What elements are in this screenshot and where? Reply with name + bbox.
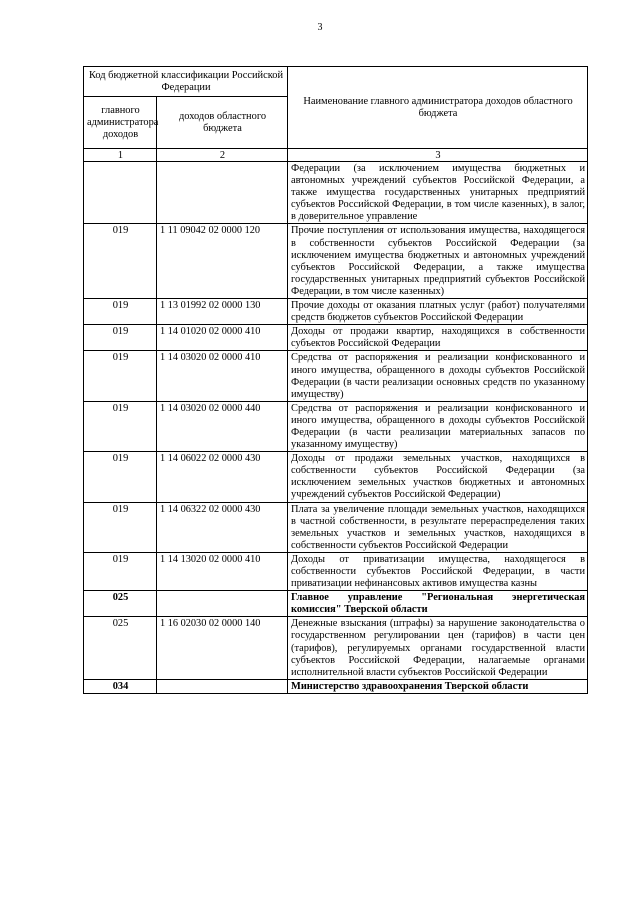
revenue-name-cell: Средства от распоряжения и реализации конфискованного и иного имущества, обращенного в доходы субъектов Российской Федерации (в части реализации материальных запасов по указанному имуществу) (288, 401, 588, 451)
header-name: Наименование главного администратора доходов областного бюджета (288, 67, 588, 149)
table-row (84, 591, 588, 617)
page-number: 3 (317, 22, 323, 33)
table-row (84, 502, 588, 552)
admin-code-cell: 019 (84, 452, 157, 502)
admin-code-cell: 019 (84, 502, 157, 552)
header-admin-code: главного администратора доходов (84, 97, 157, 149)
revenue-code-cell: 1 16 02030 02 0000 140 (157, 617, 288, 679)
revenue-code-cell: 1 14 03020 02 0000 410 (157, 351, 288, 401)
revenue-name-cell: Плата за увеличение площади земельных участков, находящихся в частной собственности, в результате перераспределения таких земельных участков и земельных участков, находящихся в собственности субъектов Российской Федерации (288, 502, 588, 552)
revenue-name-cell: Доходы от приватизации имущества, находящегося в собственности субъектов Российской Федерации, в части приватизации нефинансовых активов имущества казны (288, 552, 588, 590)
revenue-code-cell: 1 11 09042 02 0000 120 (157, 224, 288, 299)
revenue-code-cell: 1 14 01020 02 0000 410 (157, 325, 288, 351)
revenue-name-cell: Главное управление "Региональная энергетическая комиссия" Тверской области (288, 591, 588, 617)
revenue-name-cell: Денежные взыскания (штрафы) за нарушение законодательства о государственном регулировании цен (тарифов) в части цен (тарифов), регулируемых органами государственной власти субъектов Российской Федерации, налагаемые органами исполнительной власти субъектов Российской Федерации (288, 617, 588, 679)
admin-code-cell: 019 (84, 224, 157, 299)
table-row (84, 401, 588, 451)
revenue-code-cell: 1 14 03020 02 0000 440 (157, 401, 288, 451)
table-row (84, 679, 588, 693)
header-code-group: Код бюджетной классификации Российской Федерации (84, 67, 288, 97)
admin-code-cell: 019 (84, 552, 157, 590)
admin-code-cell: 025 (84, 617, 157, 679)
header-col-number-3: 3 (288, 149, 588, 162)
table-row (84, 162, 588, 224)
table-row (84, 552, 588, 590)
revenue-code-cell: 1 14 06022 02 0000 430 (157, 452, 288, 502)
table-row (84, 452, 588, 502)
admin-code-cell: 034 (84, 679, 157, 693)
admin-code-cell: 019 (84, 299, 157, 325)
admin-code-cell: 019 (84, 325, 157, 351)
admin-code-cell: 019 (84, 351, 157, 401)
revenue-code-cell (157, 162, 288, 224)
table-row (84, 224, 588, 299)
revenue-code-cell: 1 13 01992 02 0000 130 (157, 299, 288, 325)
revenue-code-cell (157, 591, 288, 617)
revenue-code-cell (157, 679, 288, 693)
revenue-name-cell: Средства от распоряжения и реализации конфискованного и иного имущества, обращенного в доходы субъектов Российской Федерации (в части реализации основных средств по указанному имуществу) (288, 351, 588, 401)
revenue-code-cell: 1 14 13020 02 0000 410 (157, 552, 288, 590)
header-col-number-2: 2 (157, 149, 288, 162)
revenue-name-cell: Министерство здравоохранения Тверской области (288, 679, 588, 693)
budget-classification-table (83, 66, 588, 694)
header-revenue-code: доходов областного бюджета (157, 97, 288, 149)
admin-code-cell: 025 (84, 591, 157, 617)
revenue-name-cell: Доходы от продажи земельных участков, находящихся в собственности субъектов Российской Федерации (за исключением земельных участков бюджетных и автономных учреждений субъектов Российской Федерации) (288, 452, 588, 502)
table-row (84, 299, 588, 325)
admin-code-cell (84, 162, 157, 224)
revenue-name-cell: Прочие поступления от использования имущества, находящегося в собственности субъектов Российской Федерации (за исключением имущества бюджетных и автономных учреждений субъектов Российской Федерации, а также имущества государственных унитарных предприятий субъектов Российской Федерации, в том числе казенных) (288, 224, 588, 299)
table-body (84, 162, 588, 694)
header-col-number-1: 1 (84, 149, 157, 162)
table-row (84, 351, 588, 401)
table-row (84, 325, 588, 351)
revenue-code-cell: 1 14 06322 02 0000 430 (157, 502, 288, 552)
revenue-name-cell: Доходы от продажи квартир, находящихся в собственности субъектов Российской Федерации (288, 325, 588, 351)
revenue-name-cell: Федерации (за исключением имущества бюджетных и автономных учреждений субъектов Российской Федерации, а также имущества государственных унитарных предприятий субъектов Российской Федерации, в том числе казенных), в залог, в доверительное управление (288, 162, 588, 224)
revenue-name-cell: Прочие доходы от оказания платных услуг (работ) получателями средств бюджетов субъектов Российской Федерации (288, 299, 588, 325)
admin-code-cell: 019 (84, 401, 157, 451)
table-row (84, 617, 588, 679)
